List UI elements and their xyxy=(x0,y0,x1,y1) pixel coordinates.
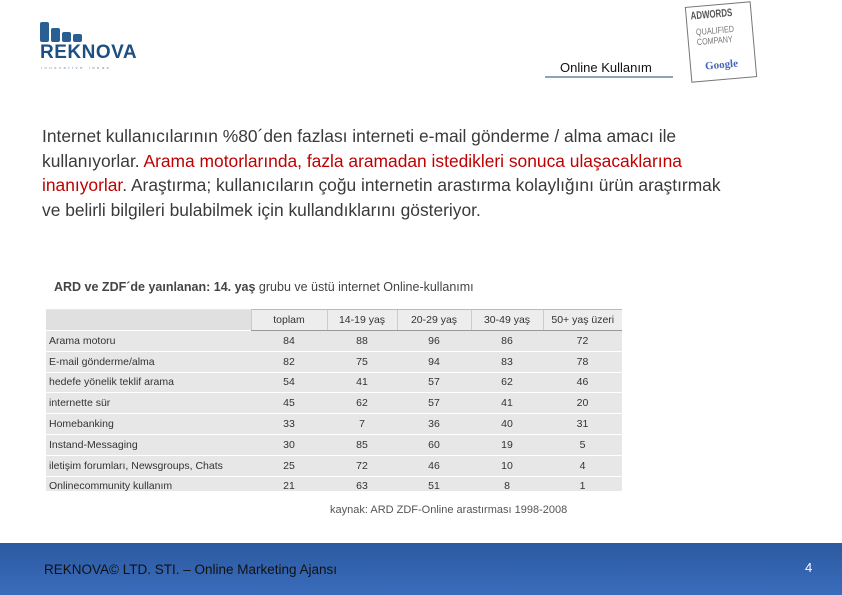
table-cell: 84 xyxy=(251,331,327,352)
header-cell: 30-49 yaş xyxy=(471,310,543,331)
table-cell: 82 xyxy=(251,351,327,372)
badge-middle-text: QUALIFIED COMPANY xyxy=(695,23,735,48)
row-label: Homebanking xyxy=(46,414,251,435)
table-row xyxy=(46,393,622,414)
table-row xyxy=(46,372,622,393)
title-underline xyxy=(545,76,673,78)
table-cell: 45 xyxy=(251,393,327,414)
badge-google-text: Google xyxy=(704,57,739,73)
table-cell: 41 xyxy=(471,393,543,414)
table-cell: 36 xyxy=(397,414,471,435)
table-cell: 4 xyxy=(543,455,622,476)
source-note: kaynak: ARD ZDF-Online arastırması 1998-2008 xyxy=(330,504,568,516)
intro-paragraph xyxy=(42,124,742,222)
header-cell: 50+ yaş üzeri xyxy=(543,310,622,331)
table-cell: 30 xyxy=(251,434,327,455)
table-cell: 85 xyxy=(327,434,397,455)
badge-top-text: ADWORDS xyxy=(690,6,733,23)
usage-table xyxy=(46,309,622,491)
table-cell: 5 xyxy=(543,434,622,455)
table-cell: 72 xyxy=(543,331,622,352)
page-title: Online Kullanım xyxy=(560,60,652,75)
table-row xyxy=(46,331,622,352)
table-cell: 19 xyxy=(471,434,543,455)
page-number: 4 xyxy=(805,560,813,575)
footer-bar xyxy=(0,543,842,595)
table-row xyxy=(46,351,622,372)
table-cell: 1 xyxy=(543,476,622,496)
reknova-logo xyxy=(40,20,150,70)
table-cell: 7 xyxy=(327,414,397,435)
table-cell: 83 xyxy=(471,351,543,372)
table-cell: 62 xyxy=(327,393,397,414)
table-cell: 25 xyxy=(251,455,327,476)
paragraph-highlight: Arama motorlarında, fazla aramadan istedikleri sonuca ulaşacaklarına inanıyorlar xyxy=(42,150,682,195)
table-cell: 72 xyxy=(327,455,397,476)
header-cell xyxy=(46,310,251,331)
row-label: Instand-Messaging xyxy=(46,434,251,455)
table-cell: 10 xyxy=(471,455,543,476)
table-cell: 51 xyxy=(397,476,471,496)
table-cell: 57 xyxy=(397,393,471,414)
table-cell: 60 xyxy=(397,434,471,455)
table-cell: 46 xyxy=(397,455,471,476)
header-cell: toplam xyxy=(251,310,327,331)
table-row xyxy=(46,455,622,476)
paragraph-part-2: . Araştırma; kullanıcıların çoğu internetin arastırma kolaylığını ürün araştırmak ve belirli bilgileri bulabilmek için kullandıklarını gösteriyor. xyxy=(42,175,721,220)
logo-tagline: innovative ideas xyxy=(41,65,112,70)
table-header-row xyxy=(46,310,622,331)
logo-wordmark: REKNOVA xyxy=(40,42,138,63)
table-cell: 78 xyxy=(543,351,622,372)
table-cell: 57 xyxy=(397,372,471,393)
table-cell: 96 xyxy=(397,331,471,352)
table-cell: 94 xyxy=(397,351,471,372)
table-row xyxy=(46,476,622,496)
table-cell: 86 xyxy=(471,331,543,352)
table-cell: 63 xyxy=(327,476,397,496)
paragraph-part-1: Internet kullanıcılarının %80´den fazlası interneti e-mail gönderme / alma amacı ile kullanıyorlar. xyxy=(42,126,677,171)
caption-bold: ARD ve ZDF´de yaınlanan: 14. yaş xyxy=(54,280,256,294)
table-row xyxy=(46,414,622,435)
row-label: hedefe yönelik teklif arama xyxy=(46,372,251,393)
header-cell: 20-29 yaş xyxy=(397,310,471,331)
table-caption xyxy=(54,280,474,294)
table-cell: 33 xyxy=(251,414,327,435)
table-cell: 20 xyxy=(543,393,622,414)
table-cell: 21 xyxy=(251,476,327,496)
caption-rest: grubu ve üstü internet Online-kullanımı xyxy=(255,280,474,294)
row-label: Arama motoru xyxy=(46,331,251,352)
footer-text: REKNOVA© LTD. STI. – Online Marketing Ajansı xyxy=(44,562,338,577)
row-label: iletişim forumları, Newsgroups, Chats xyxy=(46,455,251,476)
table-cell: 31 xyxy=(543,414,622,435)
table-cell: 46 xyxy=(543,372,622,393)
adwords-badge xyxy=(685,1,757,82)
row-label: Onlinecommunity kullanım xyxy=(46,476,251,496)
table-cell: 40 xyxy=(471,414,543,435)
table-cell: 41 xyxy=(327,372,397,393)
table-cell: 75 xyxy=(327,351,397,372)
row-label: E-mail gönderme/alma xyxy=(46,351,251,372)
table-cell: 62 xyxy=(471,372,543,393)
row-label: internette sür xyxy=(46,393,251,414)
table-row xyxy=(46,434,622,455)
header-cell: 14-19 yaş xyxy=(327,310,397,331)
table-cell: 88 xyxy=(327,331,397,352)
table-cell: 54 xyxy=(251,372,327,393)
table-cell: 8 xyxy=(471,476,543,496)
